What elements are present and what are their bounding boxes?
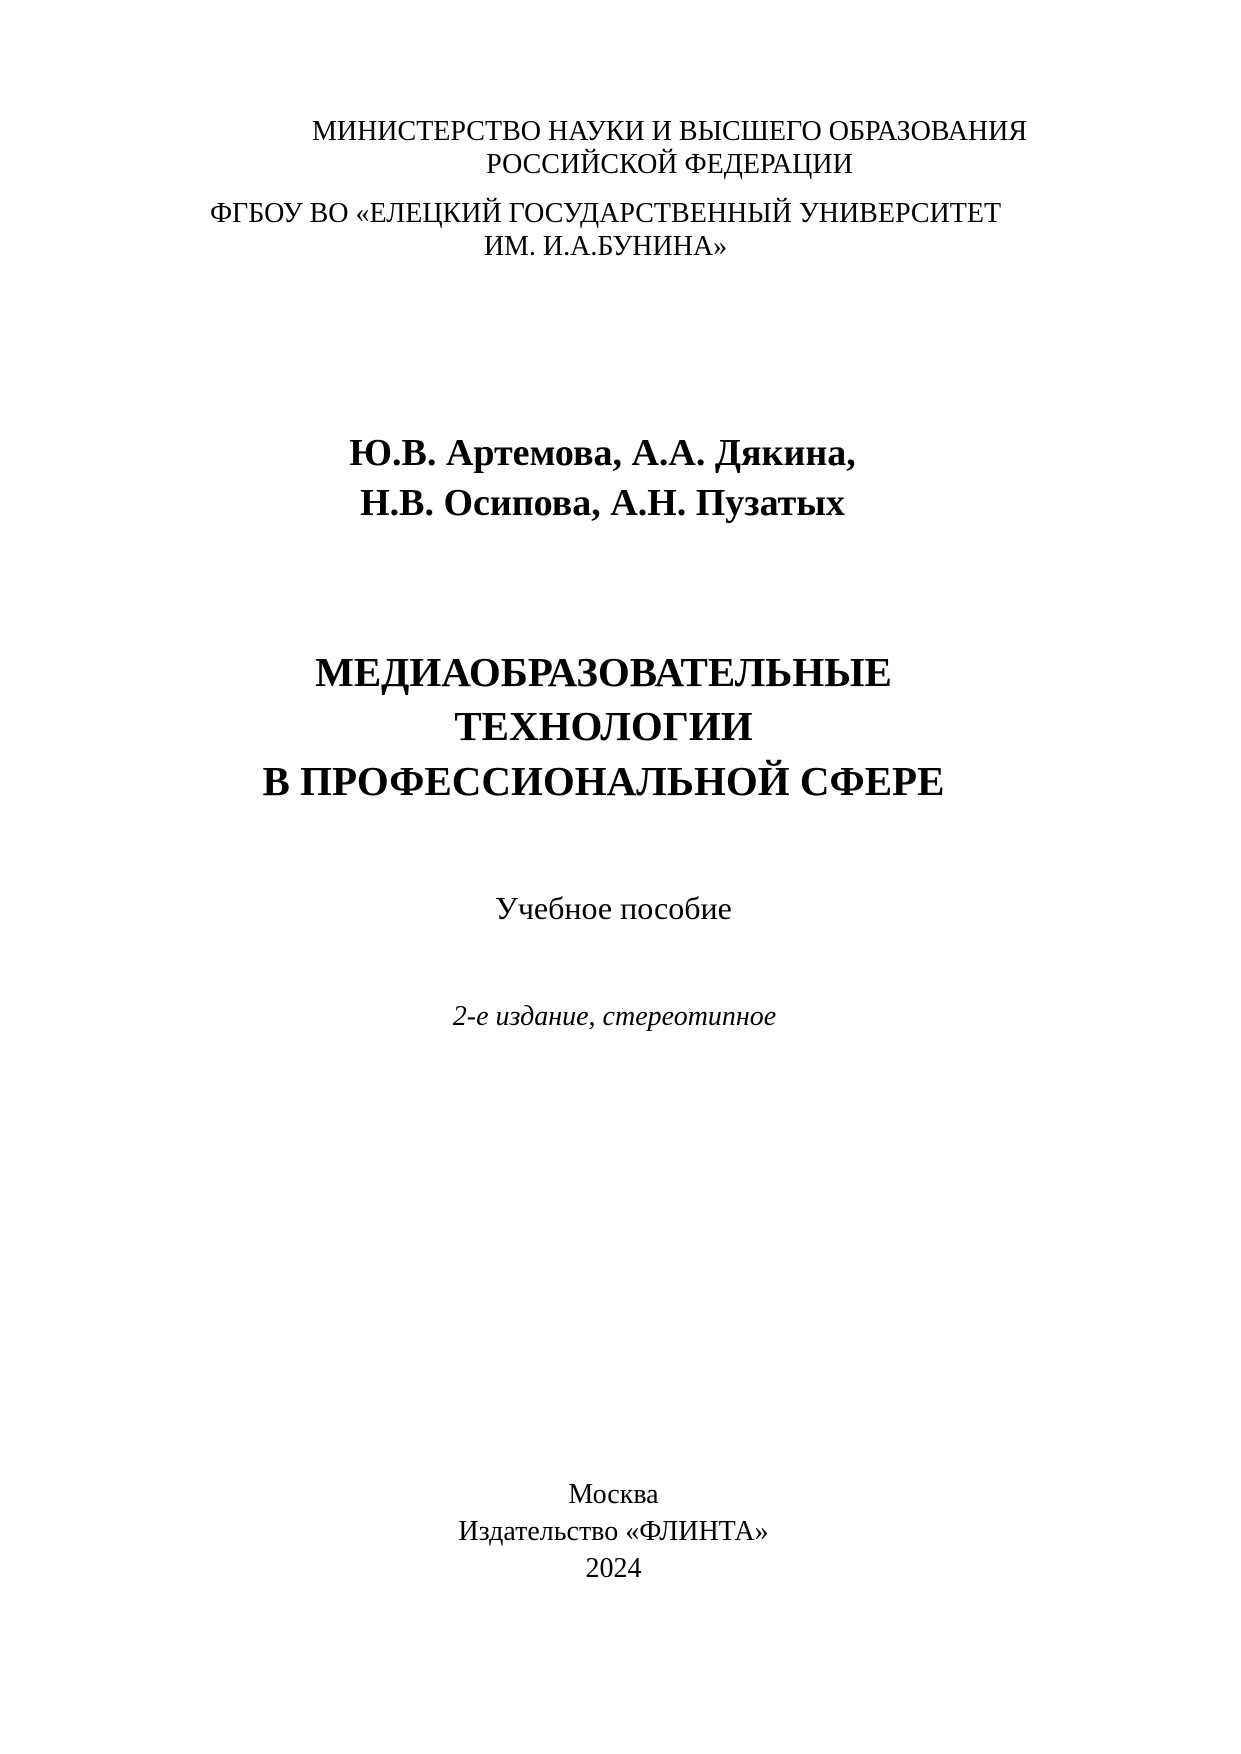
- edition-note: 2-е издание, стереотипное: [452, 1001, 777, 1032]
- imprint-publisher: Издательство «ФЛИНТА»: [458, 1516, 769, 1547]
- ministry-line-2: РОССИЙСКОЙ ФЕДЕРАЦИИ: [486, 149, 853, 180]
- imprint-city: Москва: [568, 1479, 659, 1510]
- book-title-line-2: ТЕХНОЛОГИИ: [454, 703, 753, 749]
- book-subtitle: Учебное пособие: [495, 890, 732, 926]
- university-line-1: ФГБОУ ВО «ЕЛЕЦКИЙ ГОСУДАРСТВЕННЫЙ УНИВЕРСИТЕТ: [209, 198, 1002, 229]
- authors-line-2: Н.В. Осипова, А.Н. Пузатых: [360, 482, 845, 524]
- imprint-year: 2024: [585, 1553, 642, 1584]
- university-line-2: ИМ. И.А.БУНИНА»: [483, 231, 728, 262]
- authors-line-1: Ю.В. Артемова, А.А. Дякина,: [349, 432, 856, 474]
- ministry-line-1: МИНИСТЕРСТВО НАУКИ И ВЫСШЕГО ОБРАЗОВАНИЯ: [311, 116, 1028, 147]
- book-title-line-3: В ПРОФЕССИОНАЛЬНОЙ СФЕРЕ: [262, 758, 945, 804]
- book-title-line-1: МЕДИАОБРАЗОВАТЕЛЬНЫЕ: [315, 649, 892, 695]
